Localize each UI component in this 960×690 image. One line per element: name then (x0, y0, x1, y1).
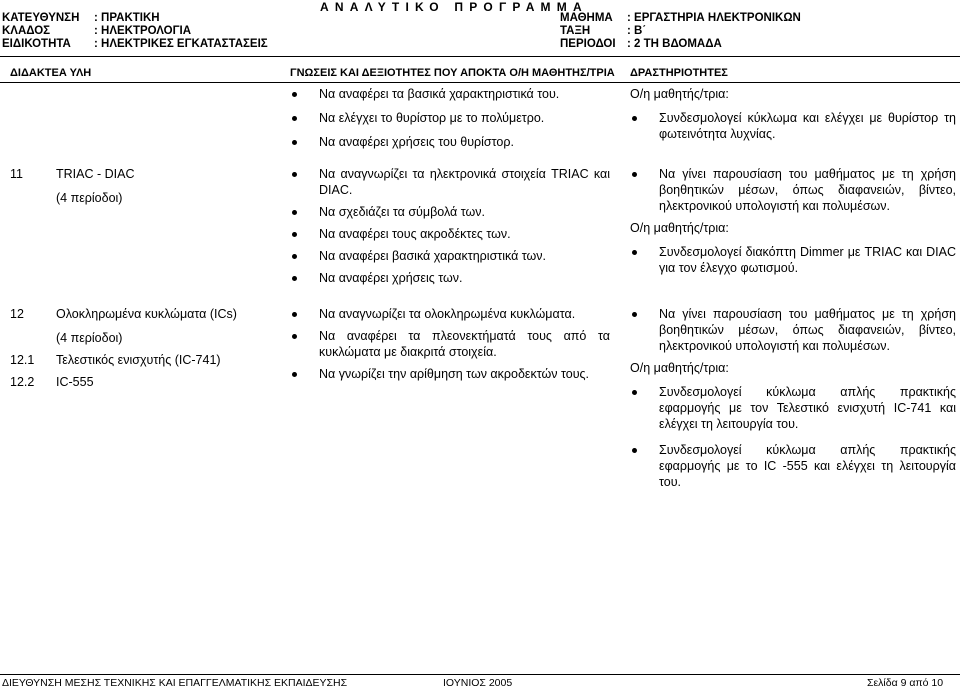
section-12-activities-list (630, 384, 956, 490)
section-11-activities-list (630, 244, 956, 276)
column-header-material: ΔΙΔΑΚΤΕΑ ΥΛΗ (10, 67, 92, 79)
list-item: Να αναφέρει βασικά χαρακτηριστικά των. (290, 248, 610, 264)
footer-rule (0, 674, 960, 675)
header-row-specialty: ΕΙΔΙΚΟΤΗΤΑ : ΗΛΕΚΤΡΙΚΕΣ ΕΓΚΑΤΑΣΤΑΣΕΙΣ (2, 38, 268, 50)
section-12-activities-label: Ο/η μαθητής/τρια: (630, 361, 729, 375)
section-12-2-number: 12.2 (10, 375, 35, 389)
document-title: ΑΝΑΛΥΤΙΚΟ ΠΡΟΓΡΑΜΜΑ (320, 0, 588, 14)
prev-knowledge-list (290, 86, 610, 150)
footer-center: ΙΟΥΝΙΟΣ 2005 (443, 677, 513, 689)
section-11-title: TRIAC - DIAC (56, 167, 135, 181)
section-12-knowledge-list (290, 306, 610, 382)
section-12-periods: (4 περίοδοι) (56, 331, 123, 345)
list-item: Συνδεσμολογεί διακόπτη Dimmer με TRIAC και DIAC για τον έλεγχο φωτισμού. (630, 244, 956, 276)
list-item: Να αναφέρει τα βασικά χαρακτηριστικά του. (290, 86, 610, 102)
section-12-1-title: Τελεστικός ενισχυτής (IC-741) (56, 353, 221, 367)
section-12-title: Ολοκληρωμένα κυκλώματα (ICs) (56, 307, 237, 321)
list-item: Να γνωρίζει την αρίθμηση των ακροδεκτών τους. (290, 366, 610, 382)
header-row-periods: ΠΕΡΙΟΔΟΙ : 2 ΤΗ ΒΔΟΜΑΔΑ (560, 38, 722, 50)
list-item: Συνδεσμολογεί κύκλωμα απλής πρακτικής εφαρμογής με το IC -555 και ελέγχει τη λειτουργία του. (630, 442, 956, 490)
prev-activities-list (630, 110, 956, 142)
header-row-direction: ΚΑΤΕΥΘΥΝΣΗ : ΠΡΑΚΤΙΚΗ (2, 12, 160, 24)
section-11-number: 11 (10, 167, 23, 181)
header-rule (0, 56, 960, 57)
section-11-activities-label: Ο/η μαθητής/τρια: (630, 221, 729, 235)
header-row-branch: ΚΛΑΔΟΣ : ΗΛΕΚΤΡΟΛΟΓΙΑ (2, 25, 192, 37)
section-11-knowledge-list (290, 166, 610, 286)
section-12-1-number: 12.1 (10, 353, 35, 367)
list-item: Να αναγνωρίζει τα ηλεκτρονικά στοιχεία TRIAC και DIAC. (290, 166, 610, 198)
column-header-activities: ΔΡΑΣΤΗΡΙΟΤΗΤΕΣ (630, 67, 728, 79)
header-row-lesson: ΜΑΘΗΜΑ : ΕΡΓΑΣΤΗΡΙΑ ΗΛΕΚΤΡΟΝΙΚΩΝ (560, 12, 801, 24)
prev-activities-label: Ο/η μαθητής/τρια: (630, 87, 729, 101)
section-12-2-title: IC-555 (56, 375, 94, 389)
section-12-number: 12 (10, 307, 24, 321)
list-item: Να αναφέρει τα πλεονεκτήματά τους από τα κυκλώματα με διακριτά στοιχεία. (290, 328, 610, 360)
list-item: Να ελέγχει το θυρίστορ με το πολύμετρο. (290, 110, 610, 126)
section-11-periods: (4 περίοδοι) (56, 191, 123, 205)
footer-left: ΔΙΕΥΘΥΝΣΗ ΜΕΣΗΣ ΤΕΧΝΙΚΗΣ ΚΑΙ ΕΠΑΓΓΕΛΜΑΤΙΚΗΣ ΕΚΠΑΙΔΕΥΣΗΣ (2, 677, 348, 689)
header-left (2, 12, 268, 51)
list-item: Να αναγνωρίζει τα ολοκληρωμένα κυκλώματα. (290, 306, 610, 322)
header-row-grade: ΤΑΞΗ : Β΄ (560, 25, 647, 37)
list-item: Συνδεσμολογεί κύκλωμα απλής πρακτικής εφαρμογής με τον Τελεστικό ενισχυτή IC-741 και ελέγχει τη λειτουργία του. (630, 384, 956, 432)
section-11-activities-intro (630, 166, 956, 214)
footer-page-number: Σελίδα 9 από 10 (867, 677, 944, 689)
list-item: Να γίνει παρουσίαση του μαθήματος με τη χρήση βοηθητικών μέσων, όπως διαφανειών, βίντεο, ηλεκτρονικού υπολογιστή και πολυμέσων. (630, 306, 956, 354)
list-item: Να σχεδιάζει τα σύμβολά των. (290, 204, 610, 220)
column-header-knowledge: ΓΝΩΣΕΙΣ ΚΑΙ ΔΕΞΙΟΤΗΤΕΣ ΠΟΥ ΑΠΟΚΤΑ Ο/Η ΜΑΘΗΤΗΣ/ΤΡΙΑ (290, 67, 615, 79)
list-item: Να αναφέρει τους ακροδέκτες των. (290, 226, 610, 242)
column-header-rule (0, 82, 960, 83)
header-right (560, 12, 801, 51)
section-12-activities-intro (630, 306, 956, 354)
list-item: Να αναφέρει χρήσεις των. (290, 270, 610, 286)
list-item: Να γίνει παρουσίαση του μαθήματος με τη χρήση βοηθητικών μέσων, όπως διαφανειών, βίντεο, ηλεκτρονικού υπολογιστή και πολυμέσων. (630, 166, 956, 214)
list-item: Συνδεσμολογεί κύκλωμα και ελέγχει με θυρίστορ τη φωτεινότητα λυχνίας. (630, 110, 956, 142)
list-item: Να αναφέρει χρήσεις του θυρίστορ. (290, 134, 610, 150)
